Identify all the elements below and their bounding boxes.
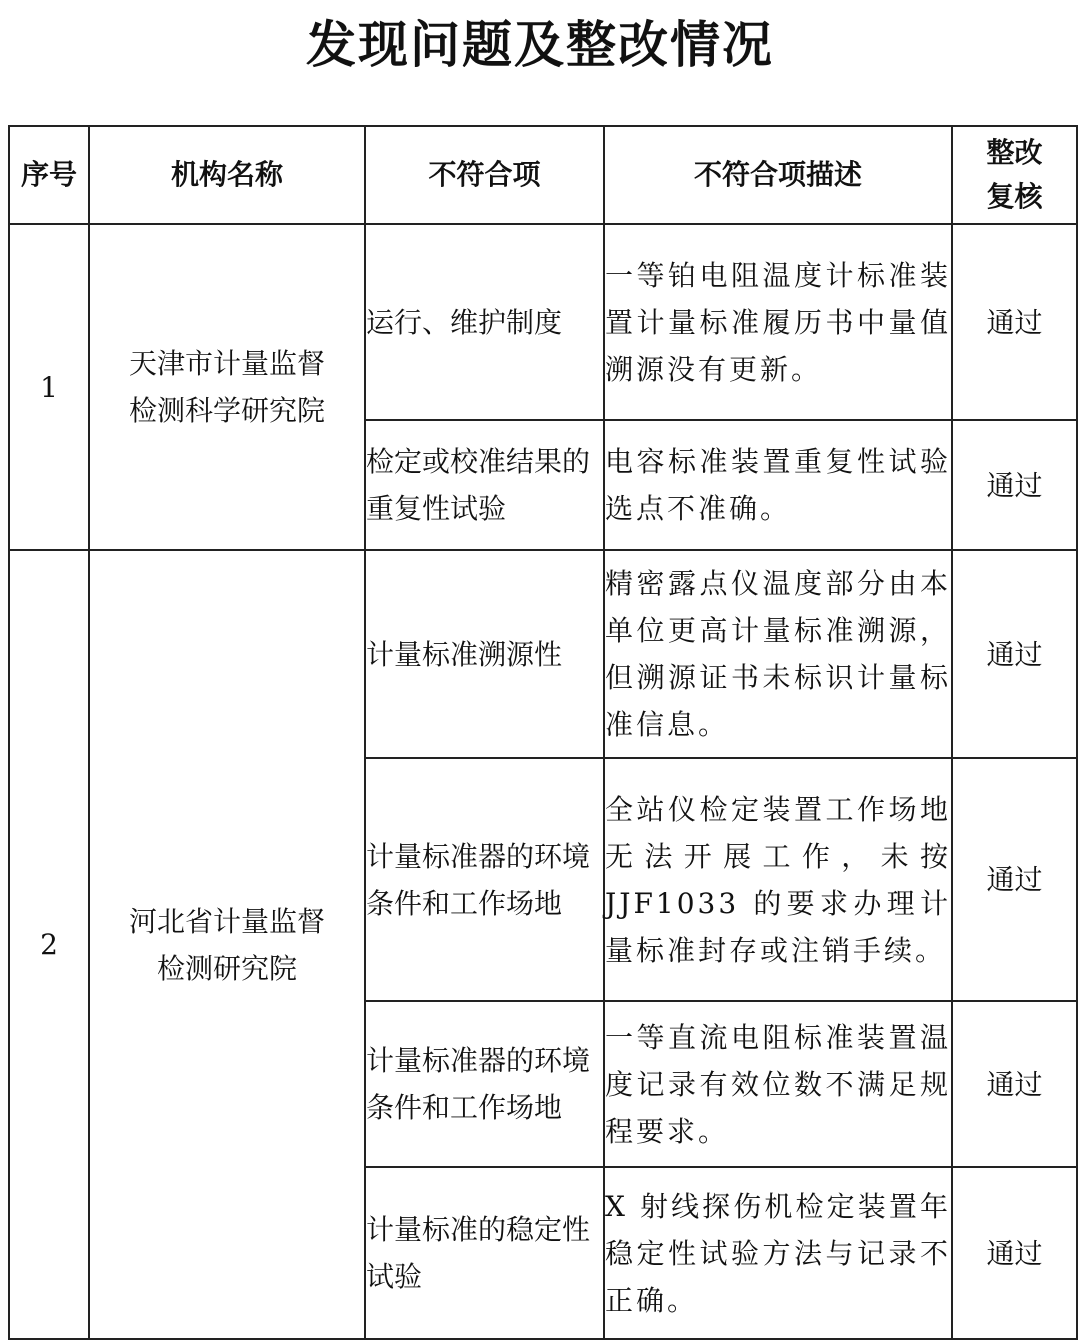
header-desc: 不符合项描述 xyxy=(604,126,952,224)
review-status: 通过 xyxy=(952,550,1077,758)
header-index: 序号 xyxy=(9,126,89,224)
header-review-line1: 整改 xyxy=(986,136,1043,169)
nonconformity-desc: 全站仪检定装置工作场地无法开展工作，未按 JJF1033 的要求办理计量标准封存或注销手续。 xyxy=(604,758,952,1001)
nonconformity-item: 计量标准的稳定性试验 xyxy=(365,1167,604,1339)
table-row xyxy=(9,550,1077,758)
nonconformity-item: 计量标准器的环境条件和工作场地 xyxy=(365,1001,604,1167)
header-item: 不符合项 xyxy=(365,126,604,224)
findings-table xyxy=(8,125,1078,1340)
nonconformity-item: 计量标准器的环境条件和工作场地 xyxy=(365,758,604,1001)
nonconformity-desc: 电容标准装置重复性试验选点不准确。 xyxy=(604,420,952,550)
review-status: 通过 xyxy=(952,224,1077,420)
nonconformity-item: 计量标准溯源性 xyxy=(365,550,604,758)
table-row xyxy=(9,224,1077,420)
nonconformity-desc: X 射线探伤机检定装置年稳定性试验方法与记录不正确。 xyxy=(604,1167,952,1339)
group-index: 2 xyxy=(9,550,89,1339)
table-header-row xyxy=(9,126,1077,224)
nonconformity-item: 检定或校准结果的重复性试验 xyxy=(365,420,604,550)
header-org: 机构名称 xyxy=(89,126,365,224)
group-index: 1 xyxy=(9,224,89,550)
org-name xyxy=(89,224,365,550)
nonconformity-desc: 一等铂电阻温度计标准装置计量标准履历书中量值溯源没有更新。 xyxy=(604,224,952,420)
org-name xyxy=(89,550,365,1339)
nonconformity-desc: 一等直流电阻标准装置温度记录有效位数不满足规程要求。 xyxy=(604,1001,952,1167)
review-status: 通过 xyxy=(952,420,1077,550)
nonconformity-item: 运行、维护制度 xyxy=(365,224,604,420)
header-review xyxy=(952,126,1077,224)
org-name-line2: 检测研究院 xyxy=(156,951,297,985)
header-review-line2: 复核 xyxy=(986,180,1043,213)
nonconformity-desc: 精密露点仪温度部分由本单位更高计量标准溯源，但溯源证书未标识计量标准信息。 xyxy=(604,550,952,758)
review-status: 通过 xyxy=(952,1167,1077,1339)
review-status: 通过 xyxy=(952,758,1077,1001)
page-title: 发现问题及整改情况 xyxy=(306,15,774,74)
review-status: 通过 xyxy=(952,1001,1077,1167)
org-name-line1: 河北省计量监督 xyxy=(128,904,325,938)
org-name-line2: 检测科学研究院 xyxy=(128,394,325,427)
org-name-line1: 天津市计量监督 xyxy=(128,347,325,380)
